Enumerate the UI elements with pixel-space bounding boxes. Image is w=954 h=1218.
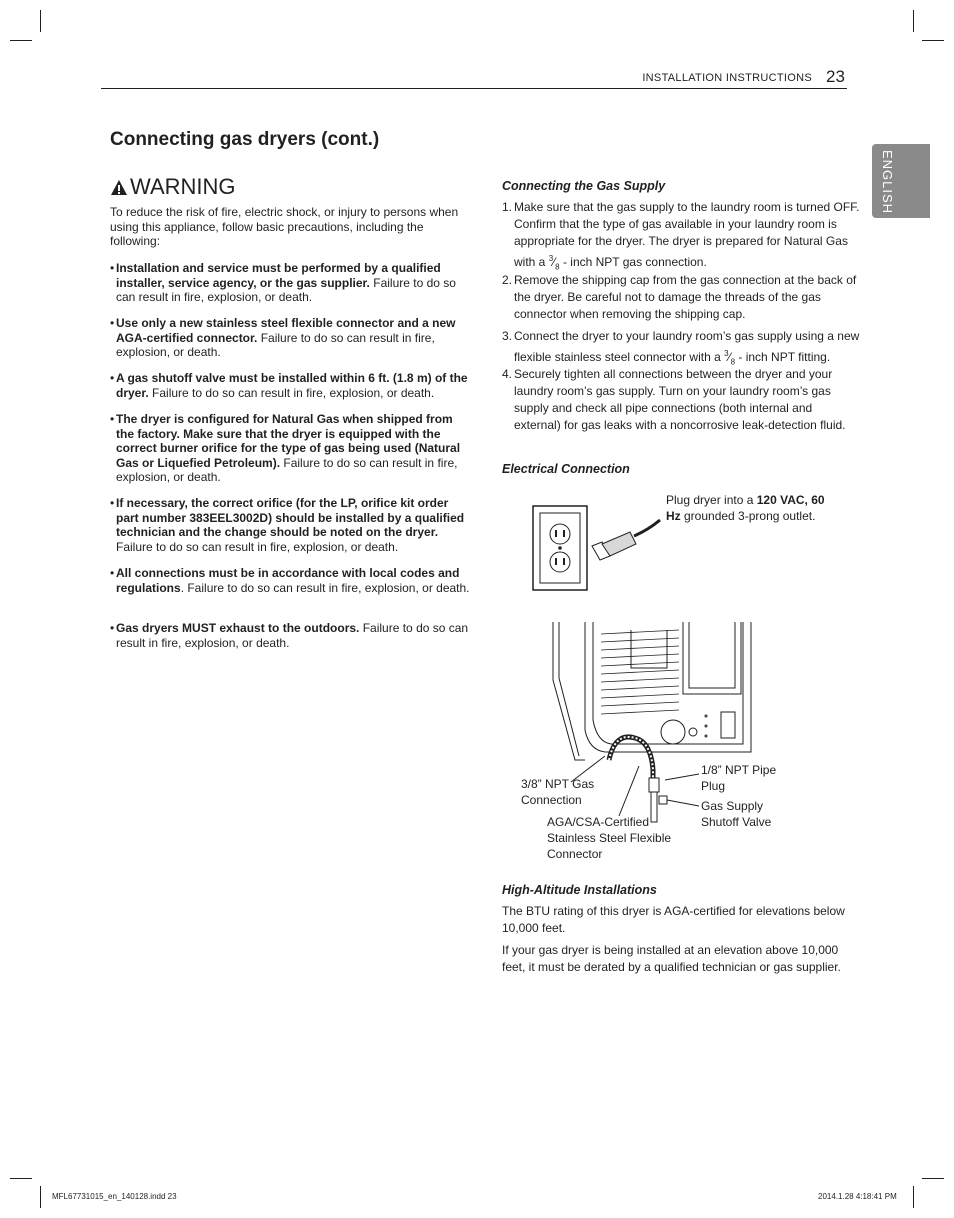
warning-bullet xyxy=(110,496,470,554)
crop-mark xyxy=(913,10,914,32)
bullet-normal-text: . Failure to do so can result in fire, explosion, or death. xyxy=(180,580,470,595)
bullet-dot: • xyxy=(110,371,115,385)
bullet-dot: • xyxy=(110,261,115,275)
warning-intro: To reduce the risk of fire, electric shock, or injury to persons when using this appliance, follow basic precautions, including the following: xyxy=(110,205,459,248)
fraction-denominator: 8 xyxy=(730,357,736,367)
crop-mark xyxy=(922,40,944,41)
bullet-bold-text: A gas shutoff valve must be installed within 6 ft. (1.8 m) of the dryer. xyxy=(116,371,468,400)
page-number: 23 xyxy=(826,67,845,86)
bullet-bold-text: All connections must be in accordance with local codes and regulations xyxy=(116,566,460,595)
step-text: Make sure that the gas supply to the laundry room is turned OFF. Confirm that the type of gas available in your laundry room is appropriate for the dryer. The dryer is prepared for Natural Gas with a xyxy=(514,200,860,269)
bullet-normal-text: Failure to do so can result in fire, explosion, or death. xyxy=(148,385,435,400)
warning-bullet xyxy=(110,566,470,595)
warning-bullet xyxy=(110,412,470,485)
crop-mark xyxy=(10,1178,32,1179)
bullet-bold-text: Installation and service must be performed by a qualified installer, service agency, or the gas supplier. xyxy=(116,261,441,290)
step-text: Securely tighten all connections between the dryer and your laundry room’s gas supply. Turn on your laundry room’s gas supply and check all pipe connections (both internal and external) for gas leaks with a noncorrosive leak-detection fluid. xyxy=(514,367,846,432)
crop-mark xyxy=(10,40,32,41)
step-text-end: - inch NPT gas connection. xyxy=(559,255,707,269)
crop-mark xyxy=(922,1178,944,1179)
bullet-normal-text: Failure to do so can result in fire, explosion, or death. xyxy=(116,275,456,304)
electrical-caption-post: grounded 3-prong outlet. xyxy=(680,509,816,523)
warning-bullet xyxy=(110,261,470,305)
bullet-bold-text: Gas dryers MUST exhaust to the outdoors. xyxy=(116,621,360,635)
bullet-dot: • xyxy=(110,621,115,635)
footer-timestamp: 2014.1.28 4:18:41 PM xyxy=(818,1192,897,1201)
step-number: 4. xyxy=(502,367,513,381)
step-text: Connect the dryer to your laundry room’s gas supply using a new flexible stainless steel connector with a xyxy=(514,329,860,364)
fraction-numerator: 3 xyxy=(724,349,729,358)
fraction-denominator: 8 xyxy=(555,262,560,272)
bullet-normal-text: Failure to do so can result in fire, explosion, or death. xyxy=(116,330,435,359)
bullet-dot: • xyxy=(110,496,115,510)
outlet-plug-illustration xyxy=(530,504,666,594)
high-altitude-para-2: If your gas dryer is being installed at an elevation above 10,000 feet, it must be derated by a qualified technician or gas supplier. xyxy=(502,943,841,974)
high-altitude-para-1: The BTU rating of this dryer is AGA-certified for elevations below 10,000 feet. xyxy=(502,904,845,935)
warning-triangle-icon xyxy=(110,179,128,196)
page-title: Connecting gas dryers (cont.) xyxy=(110,129,380,150)
bullet-dot: • xyxy=(110,316,115,330)
label-npt-gas-connection: 3/8” NPT Gas Connection xyxy=(521,777,595,807)
language-tab xyxy=(872,144,930,218)
warning-heading-text: WARNING xyxy=(130,174,236,199)
footer-file: MFL67731015_en_140128.indd 23 xyxy=(52,1192,177,1201)
step-number: 3. xyxy=(502,329,513,343)
header-rule xyxy=(101,88,847,89)
bullet-dot: • xyxy=(110,412,115,426)
step-text: Remove the shipping cap from the gas connection at the back of the dryer. Be careful not to damage the threads of the gas connector when removing the shipping cap. xyxy=(514,273,857,321)
bullet-normal-text: Failure to do so can result in fire, explosion, or death. xyxy=(116,539,399,554)
fraction-numerator: 3 xyxy=(548,254,554,263)
gas-step xyxy=(502,366,862,434)
bullet-normal-text: Failure to do so can result in fire, explosion, or death. xyxy=(116,455,458,484)
bullet-dot: • xyxy=(110,566,115,580)
label-pipe-plug: 1/8” NPT Pipe Plug xyxy=(701,763,777,793)
crop-mark xyxy=(40,10,41,32)
bullet-bold-text: Use only a new stainless steel flexible connector and a new AGA-certified connector. xyxy=(116,316,456,345)
crop-mark xyxy=(40,1186,41,1208)
warning-heading xyxy=(110,174,236,200)
gas-supply-heading: Connecting the Gas Supply xyxy=(502,179,666,193)
step-number: 1. xyxy=(502,200,513,214)
electrical-caption-bold: 120 VAC, 60 Hz xyxy=(666,493,825,523)
running-header: INSTALLATION INSTRUCTIONS xyxy=(642,72,812,84)
electrical-heading: Electrical Connection xyxy=(502,462,630,476)
electrical-caption-pre: Plug dryer into a xyxy=(666,493,757,507)
gas-step: 3. Connect the dryer to your laundry room’s gas supply using a new flexible stainless steel connector with a $^3⁄_8$ - inch NPT fitting. xyxy=(502,329,860,367)
gas-step: 1. Make sure that the gas supply to the laundry room is turned OFF. Confirm that the type of gas available in your laundry room is appropriate for the dryer. The dryer is prepared for Natural Gas with a $^3⁄_8$ - inch NPT gas connection. xyxy=(502,200,860,272)
crop-mark xyxy=(913,1186,914,1208)
label-flex-connector: AGA/CSA-Certified Stainless Steel Flexible Connector xyxy=(547,815,672,861)
label-shutoff-valve: Gas Supply Shutoff Valve xyxy=(701,799,772,829)
step-number: 2. xyxy=(502,273,513,287)
gas-step xyxy=(502,272,862,323)
electrical-caption xyxy=(666,492,836,524)
bullet-bold-text: The dryer is configured for Natural Gas when shipped from the factory. Make sure that the dryer is equipped with the correct burner orifice for the type of gas being used (Natural Gas or Liquefied Petroleum). xyxy=(116,412,461,470)
high-altitude-heading: High-Altitude Installations xyxy=(502,883,657,897)
step-text-end: - inch NPT fitting. xyxy=(735,350,831,364)
warning-bullet xyxy=(110,621,470,650)
warning-bullet xyxy=(110,316,470,360)
language-tab-label: ENGLISH xyxy=(880,150,895,215)
bullet-bold-text: If necessary, the correct orifice (for the LP, orifice kit order part number 383EEL3002D) should be installed by a qualified technician and the change should be noted on the dryer. xyxy=(116,496,465,539)
warning-bullet xyxy=(110,371,470,400)
bullet-normal-text: Failure to do so can result in fire, explosion, or death. xyxy=(116,621,469,650)
